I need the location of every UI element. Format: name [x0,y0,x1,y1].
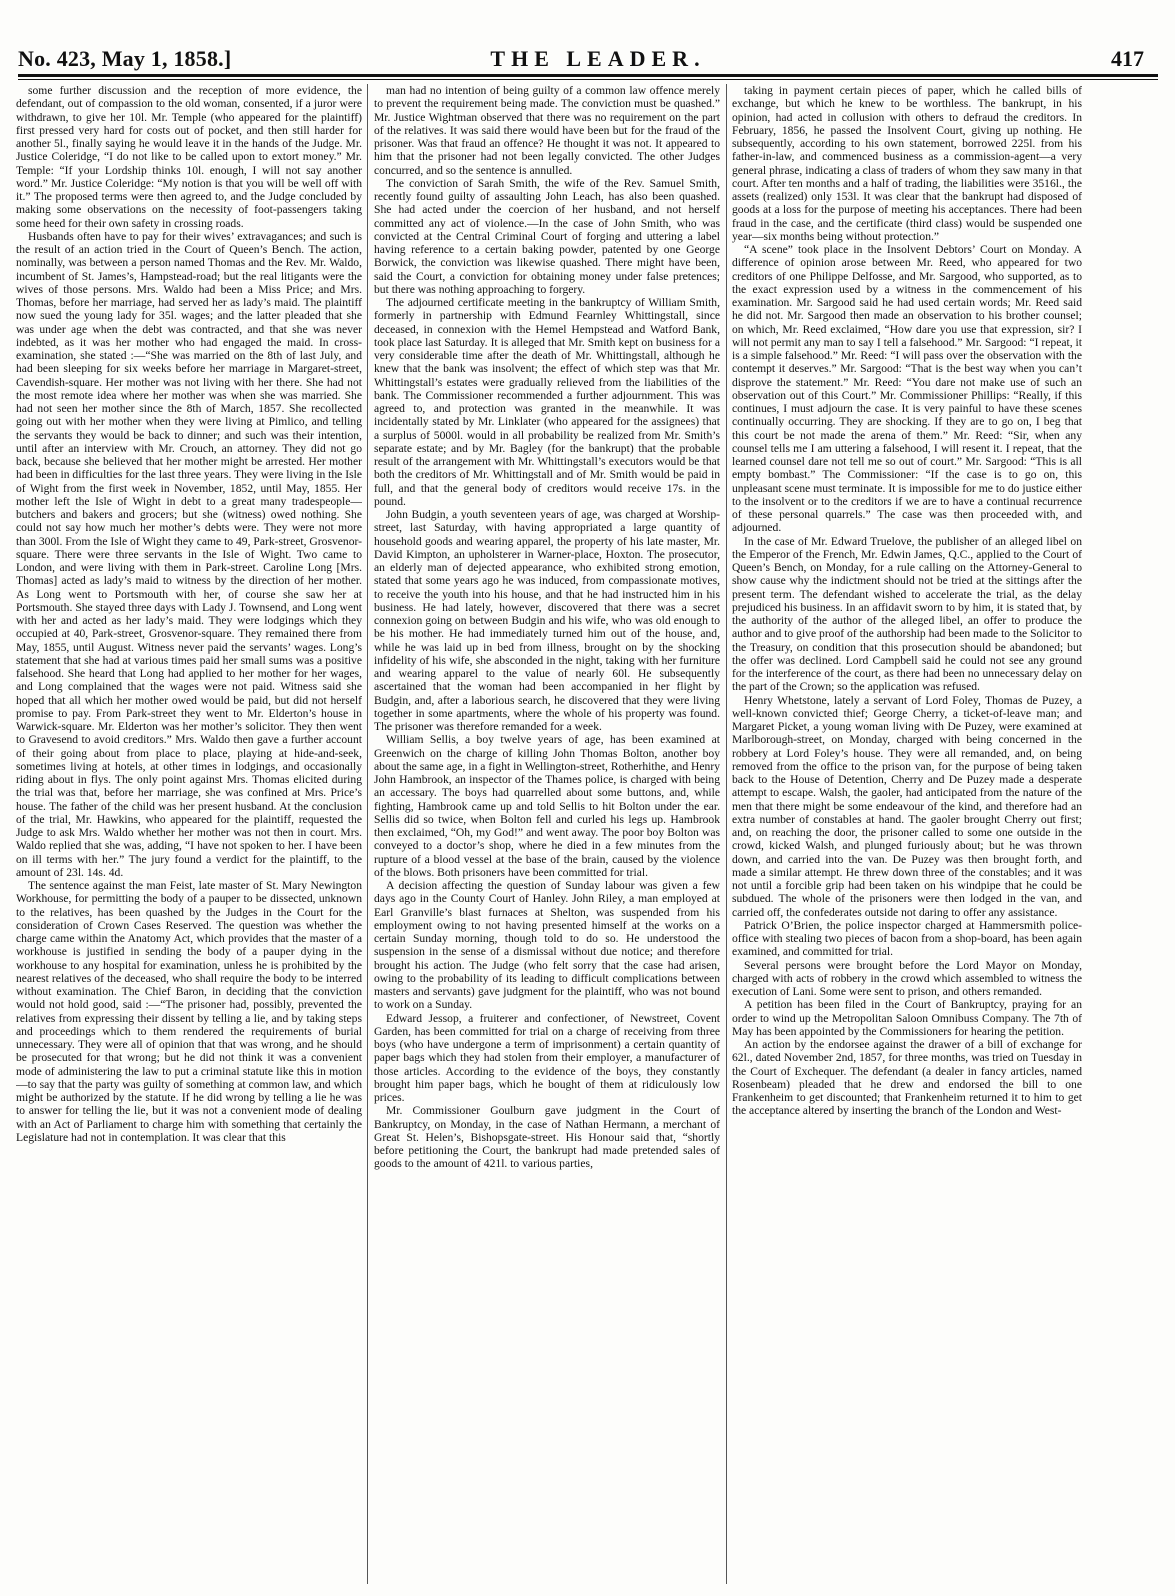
article-paragraph: In the case of Mr. Edward Truelove, the publisher of an alleged libel on the Emperor of the French, Mr. Edwin James, Q.C., applied to the Court of Queen’s Bench, on Monday, for a rule calling on the Attorney-General to show cause why the indictment should not be tried at the sittings after the present term. The defendant wished to accelerate the trial, as the delay prejudiced his business. In an affidavit sworn to by him, it is stated that, by the authority of the author of the alleged libel, an offer to produce the author and to give proof of the authorship had been made to the Solicitor to the Treasury, on condition that this prosecution should be abandoned; but the offer was declined. Lord Campbell said he could not see any ground for the interference of the court, as there had been no unnecessary delay on the part of the Crown; so the application was refused. [732,534,1082,694]
article-paragraph: Husbands often have to pay for their wives’ extravagances; and such is the result of an action tried in the Court of Queen’s Bench. The action, nominally, was between a person named Thomas and the Rev. Mr. Waldo, incumbent of St. James’s, Hampstead-road; but the real litigants were the wives of those persons. Mrs. Waldo had been a Miss Price; and Mrs. Thomas, before her marriage, had served her as lady’s maid. The plaintiff now sued the young lady for 35l. wages; and the latter pleaded that she was under age when the debt was contracted, and that she was never indebted, as it was her mother who had engaged the maid. In cross-examination, she stated :—“She was married on the 8th of last July, and had been sleeping for six weeks before her marriage in Margaret-street, Cavendish-square. Her mother was not living with her there. She had not the most remote idea where her mother was when she was married. She had not seen her mother since the 8th of March, 1857. She recollected going out with her mother when they were living at Pimlico, and telling the servants they would be back to dinner; and such was their intention, until after an interview with Mr. Crouch, an attorney. They did not go back, because she believed that her mother might be arrested. Her mother had been in difficulties for the last three years. They were living in the Isle of Wight from the first week in November, 1852, until May, 1855. Her mother left the Isle of Wight in debt to a great many tradespeople—butchers and bakers and grocers; but she (witness) owed nothing. She could not say how much her mother’s debts were. They were not more than 300l. From the Isle of Wight they came to 49, Park-street, Grosvenor-square. There were three servants in the Isle of Wight. Two came to London, and were living with them in Park-street. Caroline Long [Mrs. Thomas] acted as lady’s maid to witness by the direction of her mother. As Long went to Portsmouth with her, of course she saw her at Portsmouth. She stayed three days with Lady J. Townsend, and Long went with her and acted as her lady’s maid. They were lodgings which they occupied at 40, Park-street, Grosvenor-square. They remained there from May, 1855, until August. Witness never paid the servants’ wages. Long’s statement that she had at various times paid her small sums was a positive falsehood. She heard that Long had applied to her mother for her wages, and Long complained that the wages were not paid. Witness said she hoped that all which her mother owed would be paid, but did not herself promise to pay. From Park-street they went to Mr. Elderton’s house in Warwick-square. Mr. Elderton was her mother’s solicitor. They then went to Gravesend to avoid creditors.” Mrs. Waldo then gave a further account of their going about from place to place, playing at hide-and-seek, sometimes living at hotels, at other times in lodgings, and occasionally riding about in flys. The only point against Mrs. Thomas elicited during the trial was that, before her marriage, she was confined at Mrs. Price’s house. The father of the child was her present husband. At the conclusion of the trial, Mr. Hawkins, who appeared for the plaintiff, requested the Judge to ask Mrs. Waldo whether her mother was not then in court. Mrs. Waldo replied that she was, adding, “I have not spoken to her. I have been on ill terms with her.” The jury found a verdict for the plaintiff, to the amount of 23l. 14s. 4d. [16,229,362,879]
article-paragraph: Patrick O’Brien, the police inspector charged at Hammersmith police-office with stealing two pieces of bacon from a shop-board, has been again examined, and committed for trial. [732,918,1082,959]
article-paragraph: Mr. Commissioner Goulburn gave judgment in the Court of Bankruptcy, on Monday, in the case of Nathan Hermann, a merchant of Great St. Helen’s, Bishopsgate-street. His Honour said that, “shortly before petitioning the Court, the bankrupt had made pretended sales of goods to the amount of 421l. to various parties, [374,1104,720,1171]
article-paragraph: An action by the endorsee against the drawer of a bill of exchange for 62l., dated November 2nd, 1857, for three months, was tried on Tuesday in the Court of Exchequer. The defendant (a dealer in fancy articles, named Rosenbeam) pleaded that he drew and endorsed the bill to one Frankenheim to get discounted; that Frankenheim returned it to him to get the acceptance altered by inserting the branch of the London and West- [732,1038,1082,1118]
column-divider [726,84,727,1584]
issue-date: No. 423, May 1, 1858.] [18,46,232,71]
article-paragraph: John Budgin, a youth seventeen years of age, was charged at Worship-street, last Saturday, with having appropriated a large quantity of household goods and wearing apparel, the property of his late master, Mr. David Kimpton, an upholsterer in Warner-place, Hoxton. The prosecutor, an elderly man of dejected appearance, who exhibited strong emotion, stated that some years ago he was induced, from compassionate motives, to receive the youth into his house, and that he had instructed him in his business. He had lately, however, discovered that there was a secret connexion going on between Budgin and his wife, who was old enough to be his mother. He had immediately turned him out of the house, and, while he was laid up in bed from illness, brought on by the shocking infidelity of his wife, she absconded in the night, taking with her furniture and wearing apparel to the value of nearly 60l. He subsequently ascertained that the woman had been accompanied in her flight by Budgin, and, after a laborious search, he discovered that they were living together in some apartments, where the whole of his property was found. The prisoner was therefore remanded for a week. [374,508,720,733]
column-1 [16,84,362,1584]
article-paragraph: The conviction of Sarah Smith, the wife of the Rev. Samuel Smith, recently found guilty of assaulting John Leach, has also been quashed. She had acted under the coercion of her husband, and not herself committed any act of violence.—In the case of John Smith, who was convicted at the Central Criminal Court of forging and uttering a label having reference to a certain baking powder, patented by one George Borwick, the conviction was likewise quashed. There might have been, said the Court, a conviction for obtaining money under false pretences; but there was nothing approaching to forgery. [374,176,720,296]
article-paragraph: A decision affecting the question of Sunday labour was given a few days ago in the County Court of Hanley. John Riley, a man employed at Earl Granville’s blast furnaces at Shelton, was suspended from his employment owing to not having presented himself at the works on a certain Sunday morning, though told to do so. He understood the suspension in the sense of a dismissal without due notice; and therefore brought his action. The Judge (who felt sorry that the case had arisen, owing to the probability of its leading to difficult complications between masters and servants) gave judgment for the plaintiff, who was not bound to work on a Sunday. [374,879,720,1012]
column-divider [367,84,368,1584]
article-paragraph: man had no intention of being guilty of a common law offence merely to prevent the requirement being made. The conviction must be quashed.” Mr. Justice Wightman observed that there was no requirement on the part of the relatives. It was said there would have been but for the fraud of the prisoner. Was that fraud an offence? He thought it was not. It appeared to him that the prisoner had not been legally convicted. The other Judges concurred, and so the sentence is annulled. [374,84,720,177]
newspaper-title: THE LEADER. [490,46,706,71]
page-number: 417 [1111,46,1144,71]
article-paragraph: taking in payment certain pieces of paper, which he called bills of exchange, but which he knew to be worthless. The bankrupt, in his opinion, had acted in collusion with others to defraud the creditors. In February, 1856, he passed the Insolvent Court, giving up nothing. He subsequently, according to his own statement, borrowed 225l. from his father-in-law, and commenced business as a commission-agent—a very general phrase, indicating a class of traders of whom they saw many in that court. After ten months and a half of trading, the liabilities were 3516l., the assets (realized) only 153l. It was clear that the bankrupt had disposed of goods at a loss for the purpose of meeting his acceptances. There had been fraud in the case, and the certificate (third class) would be suspended one year—six months being without protection.” [732,84,1082,243]
article-paragraph: Henry Whetstone, lately a servant of Lord Foley, Thomas de Puzey, a well-known convicted thief; George Cherry, a ticket-of-leave man; and Margaret Picket, a young woman living with De Puzey, were examined at Marlborough-street, on Monday, charged with being concerned in the robbery at Lord Foley’s house. They were all remanded, and, on being removed from the office to the prison van, for the purpose of being taken back to the House of Detention, Cherry and De Puzey made a desperate attempt to escape. Walsh, the gaoler, had anticipated from the nature of the men that there might be some endeavour of the kind, and therefore had an extra number of constables at hand. The gaoler brought Cherry out first; and, on reaching the door, the prisoner called to some one outside in the crowd, kicked Walsh, and plunged furiously about; but he was thrown down, and carried into the van. De Puzey was then brought forth, and made a similar attempt. He threw down three of the constables; and it was not until a forcible grip had been taken on his windpipe that he could be subdued. The whole of the prisoners were then lodged in the van, and carried off, the confederates outside not daring to offer any assistance. [732,693,1082,919]
masthead [18,46,1158,86]
column-3 [732,84,1082,1584]
masthead-rule [18,74,1158,77]
article-paragraph: A petition has been filed in the Court of Bankruptcy, praying for an order to wind up the Metropolitan Saloon Omnibuss Company. The 7th of May has been appointed by the Commissioners for hearing the petition. [732,998,1082,1038]
article-paragraph: The sentence against the man Feist, late master of St. Mary Newington Workhouse, for permitting the body of a pauper to be dissected, unknown to the relatives, has been quashed by the Judges in the Court for the consideration of Crown Cases Reserved. The question was whether the charge came within the Anatomy Act, which provides that the master of a workhouse is justified in sending the body of a pauper dying in the workhouse to any hospital for examination, unless he is prohibited by the nearest relatives of the deceased, who shall require the body to be interred without examination. The Chief Baron, in deciding that the conviction would not hold good, said :—“The prisoner had, possibly, prevented the relatives from expressing their dissent by telling a lie, and by taking steps and proceedings which to them rendered the requirements of burial unnecessary. They were all of opinion that that was wrong, and he should be prosecuted for that wrong; but he did not think it was a convenient mode of administering the law to put a criminal statute like this in motion—to say that the party was guilty of something at common law, and which might be authorized by the statute. If he did wrong by telling a lie he was to answer for telling the lie, but it was not a convenient mode of dealing with an Act of Parliament to charge him with something that certainly the Legislature had not in contemplation. It was clear that this [16,879,362,1144]
article-paragraph: “A scene” took place in the Insolvent Debtors’ Court on Monday. A difference of opinion arose between Mr. Reed, who appeared for two creditors of one Philippe Delfosse, and Mr. Sargood, who supported, as to the exact expression used by a witness in the commencement of his examination. Mr. Sargood said he had used certain words; Mr. Reed said he did not. Mr. Sargood then made an observation to his brother counsel; on which, Mr. Reed exclaimed, “How dare you use that expression, sir? I will not permit any man to say I tell a falsehood.” Mr. Sargood: “I repeat, it is a simple falsehood.” Mr. Reed: “I will pass over the observation with the contempt it deserves.” Mr. Sargood: “That is the best way when you can’t disprove the statement.” Mr. Reed: “You dare not make use of such an observation out of this Court.” Mr. Commissioner Phillips: “Really, if this continues, I must adjourn the case. It is very painful to have these scenes continually occurring. They are shocking. If they are to go on, I beg that this court be not made the arena of them.” Mr. Reed: “Sir, when any counsel tells me I am uttering a falsehood, I will resent it. I repeat, that the learned counsel dare not tell me so out of court.” Mr. Sargood: “This is all empty bombast.” The Commissioner: “If the case is to go on, this unpleasant scene must terminate. It is impossible for me to do justice either to the insolvent or to the creditors if we are to have a continual recurrence of these personal quarrels.” The case was then proceeded with, and adjourned. [732,243,1082,535]
article-paragraph: William Sellis, a boy twelve years of age, has been examined at Greenwich on the charge of killing John Thomas Bolton, another boy about the same age, in a fight in Wellington-street, Rotherhithe, and Henry John Hambrook, an inspector of the Thames police, is charged with being an accessary. The boys had quarrelled about some buttons, and, while fighting, Hambrook came up and told Sellis to hit Bolton under the ear. Sellis did so twice, when Bolton fell and curled his legs up. Hambrook then exclaimed, “Oh, my God!” and went away. The poor boy Bolton was conveyed to a doctor’s shop, where he died in a few minutes from the rupture of a blood vessel at the base of the brain, caused by the violence of the blows. Both prisoners have been committed for trial. [374,733,720,879]
article-paragraph: some further discussion and the reception of more evidence, the defendant, out of compassion to the old woman, consented, if a juror were withdrawn, to give her 10l. Mr. Temple (who appeared for the plaintiff) first pressed very hard for costs out of pocket, and then still harder for another 5l., finally saying he would leave it in the hands of the Judge. Mr. Justice Coleridge, “I do not like to be called upon to extort money.” Mr. Temple: “If your Lordship thinks 10l. enough, I will not say another word.” Mr. Justice Coleridge: “My notion is that you will be well off with it.” The proposed terms were then agreed to, and the Judge concluded by making some observations on the necessity of foot-passengers taking some heed for their own safety in crossing roads. [16,84,362,230]
article-paragraph: Edward Jessop, a fruiterer and confectioner, of Newstreet, Covent Garden, has been committed for trial on a charge of receiving from three boys (who have undergone a term of imprisonment) a certain quantity of paper bags which they had stolen from their employer, a manufacturer of those articles. According to the evidence of the boys, they constantly brought him paper bags, which he bought of them at ridiculously low prices. [374,1011,720,1104]
article-paragraph: Several persons were brought before the Lord Mayor on Monday, charged with acts of robbery in the crowd which assembled to witness the execution of Lani. Some were sent to prison, and others remanded. [732,958,1082,998]
article-paragraph: The adjourned certificate meeting in the bankruptcy of William Smith, formerly in partnership with Edmund Fearnley Whittingstall, since deceased, in connexion with the Hemel Hempstead and Watford Bank, took place last Saturday. It is alleged that Mr. Smith kept on business for a very considerable time after the death of Mr. Whittingstall, although he knew that the bank was insolvent; the effect of which step was that Mr. Whittingstall’s estates were gradually relieved from the liabilities of the bank. The Commissioner recommended a further adjournment. This was agreed to, and protection was granted in the meanwhile. It was incidentally stated by Mr. Linklater (who appeared for the assignees) that a surplus of 5000l. would in all probability be realized from Mr. Smith’s separate estate; and by Mr. Bagley (for the bankrupt) that the probable result of the arrangement with Mr. Whittingstall’s executors would be that both the creditors of Mr. Whittingstall and of Mr. Smith would be paid in full, and that the general body of creditors would receive 17s. in the pound. [374,296,720,508]
column-2 [374,84,720,1584]
masthead-rule-thin [18,79,1158,80]
